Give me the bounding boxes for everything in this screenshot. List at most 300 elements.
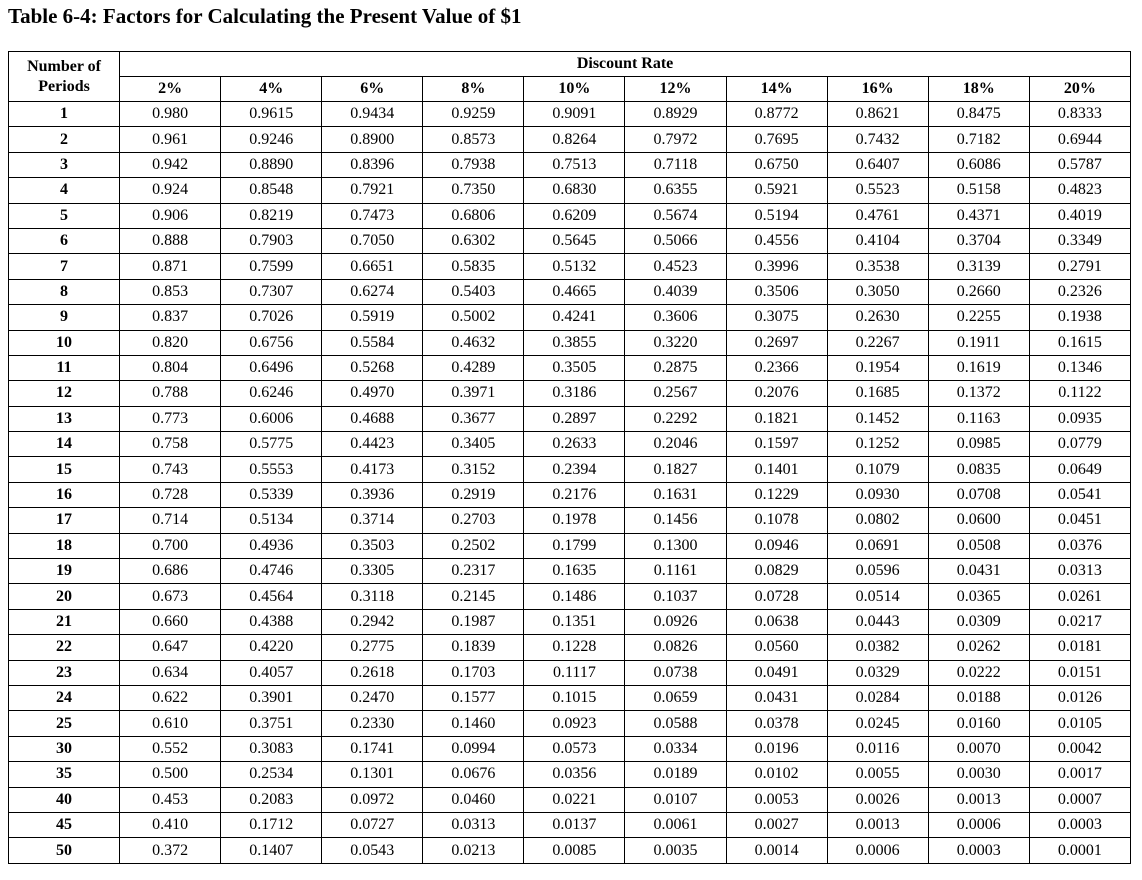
table-row bbox=[9, 559, 1131, 584]
factor-cell: 0.2660 bbox=[928, 279, 1029, 304]
factor-cell: 0.6944 bbox=[1029, 127, 1130, 152]
factor-cell: 0.8548 bbox=[221, 178, 322, 203]
factor-cell: 0.0137 bbox=[524, 812, 625, 837]
factor-cell: 0.2292 bbox=[625, 406, 726, 431]
factor-cell: 0.0514 bbox=[827, 584, 928, 609]
factor-cell: 0.3139 bbox=[928, 254, 1029, 279]
factor-cell: 0.0994 bbox=[423, 736, 524, 761]
factor-cell: 0.0188 bbox=[928, 685, 1029, 710]
rate-header-cell: 16% bbox=[827, 77, 928, 102]
factor-cell: 0.4423 bbox=[322, 432, 423, 457]
factor-cell: 0.2567 bbox=[625, 381, 726, 406]
factor-cell: 0.1631 bbox=[625, 482, 726, 507]
factor-cell: 0.0217 bbox=[1029, 609, 1130, 634]
factor-cell: 0.2326 bbox=[1029, 279, 1130, 304]
period-cell: 20 bbox=[9, 584, 120, 609]
factor-cell: 0.8900 bbox=[322, 127, 423, 152]
factor-cell: 0.0491 bbox=[726, 660, 827, 685]
factor-cell: 0.0055 bbox=[827, 762, 928, 787]
factor-cell: 0.773 bbox=[120, 406, 221, 431]
factor-cell: 0.1015 bbox=[524, 685, 625, 710]
table-row bbox=[9, 279, 1131, 304]
table-row bbox=[9, 203, 1131, 228]
factor-cell: 0.2633 bbox=[524, 432, 625, 457]
factor-cell: 0.2176 bbox=[524, 482, 625, 507]
period-cell: 16 bbox=[9, 482, 120, 507]
factor-cell: 0.1954 bbox=[827, 355, 928, 380]
factor-cell: 0.1300 bbox=[625, 533, 726, 558]
table-body bbox=[9, 102, 1131, 864]
factor-cell: 0.3050 bbox=[827, 279, 928, 304]
factor-cell: 0.2703 bbox=[423, 508, 524, 533]
period-cell: 3 bbox=[9, 152, 120, 177]
factor-cell: 0.1372 bbox=[928, 381, 1029, 406]
factor-cell: 0.2630 bbox=[827, 305, 928, 330]
factor-cell: 0.634 bbox=[120, 660, 221, 685]
period-cell: 17 bbox=[9, 508, 120, 533]
factor-cell: 0.1911 bbox=[928, 330, 1029, 355]
factor-cell: 0.0160 bbox=[928, 711, 1029, 736]
factor-cell: 0.7350 bbox=[423, 178, 524, 203]
factor-cell: 0.8333 bbox=[1029, 102, 1130, 127]
factor-cell: 0.5002 bbox=[423, 305, 524, 330]
factor-cell: 0.3704 bbox=[928, 228, 1029, 253]
factor-cell: 0.2330 bbox=[322, 711, 423, 736]
period-cell: 7 bbox=[9, 254, 120, 279]
factor-cell: 0.0309 bbox=[928, 609, 1029, 634]
factor-cell: 0.9434 bbox=[322, 102, 423, 127]
factor-cell: 0.3220 bbox=[625, 330, 726, 355]
factor-cell: 0.3305 bbox=[322, 559, 423, 584]
factor-cell: 0.622 bbox=[120, 685, 221, 710]
factor-cell: 0.7938 bbox=[423, 152, 524, 177]
factor-cell: 0.6209 bbox=[524, 203, 625, 228]
factor-cell: 0.4823 bbox=[1029, 178, 1130, 203]
factor-cell: 0.4556 bbox=[726, 228, 827, 253]
factor-cell: 0.3075 bbox=[726, 305, 827, 330]
factor-cell: 0.6302 bbox=[423, 228, 524, 253]
factor-cell: 0.0053 bbox=[726, 787, 827, 812]
factor-cell: 0.0431 bbox=[928, 559, 1029, 584]
factor-cell: 0.410 bbox=[120, 812, 221, 837]
factor-cell: 0.0460 bbox=[423, 787, 524, 812]
factor-cell: 0.3186 bbox=[524, 381, 625, 406]
table-row bbox=[9, 228, 1131, 253]
factor-cell: 0.5775 bbox=[221, 432, 322, 457]
table-row bbox=[9, 787, 1131, 812]
factor-cell: 0.1252 bbox=[827, 432, 928, 457]
factor-cell: 0.2875 bbox=[625, 355, 726, 380]
factor-cell: 0.0738 bbox=[625, 660, 726, 685]
table-row bbox=[9, 355, 1131, 380]
factor-cell: 0.3714 bbox=[322, 508, 423, 533]
factor-cell: 0.5158 bbox=[928, 178, 1029, 203]
factor-cell: 0.7182 bbox=[928, 127, 1029, 152]
factor-cell: 0.4173 bbox=[322, 457, 423, 482]
factor-cell: 0.5919 bbox=[322, 305, 423, 330]
rate-header-cell: 10% bbox=[524, 77, 625, 102]
factor-cell: 0.5134 bbox=[221, 508, 322, 533]
factor-cell: 0.0649 bbox=[1029, 457, 1130, 482]
factor-cell: 0.0356 bbox=[524, 762, 625, 787]
factor-cell: 0.8219 bbox=[221, 203, 322, 228]
factor-cell: 0.5921 bbox=[726, 178, 827, 203]
period-cell: 1 bbox=[9, 102, 120, 127]
factor-cell: 0.4289 bbox=[423, 355, 524, 380]
factor-cell: 0.1597 bbox=[726, 432, 827, 457]
factor-cell: 0.6246 bbox=[221, 381, 322, 406]
table-row bbox=[9, 406, 1131, 431]
factor-cell: 0.552 bbox=[120, 736, 221, 761]
factor-cell: 0.871 bbox=[120, 254, 221, 279]
factor-cell: 0.0376 bbox=[1029, 533, 1130, 558]
factor-cell: 0.0596 bbox=[827, 559, 928, 584]
factor-cell: 0.3855 bbox=[524, 330, 625, 355]
factor-cell: 0.1821 bbox=[726, 406, 827, 431]
factor-cell: 0.2046 bbox=[625, 432, 726, 457]
discount-rate-header: Discount Rate bbox=[120, 52, 1131, 77]
factor-cell: 0.0935 bbox=[1029, 406, 1130, 431]
factor-cell: 0.2791 bbox=[1029, 254, 1130, 279]
factor-cell: 0.5553 bbox=[221, 457, 322, 482]
factor-cell: 0.1635 bbox=[524, 559, 625, 584]
factor-cell: 0.0659 bbox=[625, 685, 726, 710]
factor-cell: 0.5268 bbox=[322, 355, 423, 380]
factor-cell: 0.0313 bbox=[1029, 559, 1130, 584]
table-row bbox=[9, 609, 1131, 634]
factor-cell: 0.0196 bbox=[726, 736, 827, 761]
factor-cell: 0.3503 bbox=[322, 533, 423, 558]
factor-cell: 0.804 bbox=[120, 355, 221, 380]
period-cell: 21 bbox=[9, 609, 120, 634]
factor-cell: 0.8475 bbox=[928, 102, 1029, 127]
factor-cell: 0.1456 bbox=[625, 508, 726, 533]
table-row bbox=[9, 711, 1131, 736]
period-cell: 22 bbox=[9, 635, 120, 660]
factor-cell: 0.0329 bbox=[827, 660, 928, 685]
factor-cell: 0.3751 bbox=[221, 711, 322, 736]
factor-cell: 0.0262 bbox=[928, 635, 1029, 660]
factor-cell: 0.5194 bbox=[726, 203, 827, 228]
factor-cell: 0.1978 bbox=[524, 508, 625, 533]
factor-cell: 0.0560 bbox=[726, 635, 827, 660]
factor-cell: 0.4039 bbox=[625, 279, 726, 304]
factor-cell: 0.4761 bbox=[827, 203, 928, 228]
factor-cell: 0.0378 bbox=[726, 711, 827, 736]
factor-cell: 0.6756 bbox=[221, 330, 322, 355]
factor-cell: 0.1122 bbox=[1029, 381, 1130, 406]
factor-cell: 0.0014 bbox=[726, 838, 827, 863]
factor-cell: 0.2618 bbox=[322, 660, 423, 685]
factor-cell: 0.980 bbox=[120, 102, 221, 127]
factor-cell: 0.5132 bbox=[524, 254, 625, 279]
factor-cell: 0.4388 bbox=[221, 609, 322, 634]
table-row bbox=[9, 305, 1131, 330]
factor-cell: 0.0334 bbox=[625, 736, 726, 761]
factor-cell: 0.0245 bbox=[827, 711, 928, 736]
factor-cell: 0.1301 bbox=[322, 762, 423, 787]
factor-cell: 0.4936 bbox=[221, 533, 322, 558]
factor-cell: 0.853 bbox=[120, 279, 221, 304]
factor-cell: 0.2697 bbox=[726, 330, 827, 355]
period-cell: 9 bbox=[9, 305, 120, 330]
factor-cell: 0.0213 bbox=[423, 838, 524, 863]
factor-cell: 0.8929 bbox=[625, 102, 726, 127]
factor-cell: 0.3083 bbox=[221, 736, 322, 761]
factor-cell: 0.6750 bbox=[726, 152, 827, 177]
factor-cell: 0.5645 bbox=[524, 228, 625, 253]
factor-cell: 0.6086 bbox=[928, 152, 1029, 177]
factor-cell: 0.3349 bbox=[1029, 228, 1130, 253]
factor-cell: 0.4688 bbox=[322, 406, 423, 431]
factor-cell: 0.0313 bbox=[423, 812, 524, 837]
factor-cell: 0.6830 bbox=[524, 178, 625, 203]
factor-cell: 0.1078 bbox=[726, 508, 827, 533]
factor-cell: 0.0728 bbox=[726, 584, 827, 609]
factor-cell: 0.2775 bbox=[322, 635, 423, 660]
factor-cell: 0.3606 bbox=[625, 305, 726, 330]
factor-cell: 0.4665 bbox=[524, 279, 625, 304]
factor-cell: 0.0261 bbox=[1029, 584, 1130, 609]
factor-cell: 0.2942 bbox=[322, 609, 423, 634]
factor-cell: 0.3996 bbox=[726, 254, 827, 279]
factor-cell: 0.700 bbox=[120, 533, 221, 558]
factor-cell: 0.2083 bbox=[221, 787, 322, 812]
factor-cell: 0.1619 bbox=[928, 355, 1029, 380]
period-cell: 13 bbox=[9, 406, 120, 431]
factor-cell: 0.1117 bbox=[524, 660, 625, 685]
factor-cell: 0.1577 bbox=[423, 685, 524, 710]
factor-cell: 0.0003 bbox=[928, 838, 1029, 863]
factor-cell: 0.1161 bbox=[625, 559, 726, 584]
factor-cell: 0.3677 bbox=[423, 406, 524, 431]
factor-cell: 0.7972 bbox=[625, 127, 726, 152]
factor-cell: 0.0030 bbox=[928, 762, 1029, 787]
factor-cell: 0.0835 bbox=[928, 457, 1029, 482]
factor-cell: 0.6806 bbox=[423, 203, 524, 228]
factor-cell: 0.3505 bbox=[524, 355, 625, 380]
period-cell: 11 bbox=[9, 355, 120, 380]
period-cell: 24 bbox=[9, 685, 120, 710]
factor-cell: 0.7026 bbox=[221, 305, 322, 330]
factor-cell: 0.1799 bbox=[524, 533, 625, 558]
factor-cell: 0.820 bbox=[120, 330, 221, 355]
factor-cell: 0.0007 bbox=[1029, 787, 1130, 812]
factor-cell: 0.6355 bbox=[625, 178, 726, 203]
factor-cell: 0.728 bbox=[120, 482, 221, 507]
period-cell: 15 bbox=[9, 457, 120, 482]
factor-cell: 0.6407 bbox=[827, 152, 928, 177]
factor-cell: 0.372 bbox=[120, 838, 221, 863]
factor-cell: 0.0001 bbox=[1029, 838, 1130, 863]
factor-cell: 0.673 bbox=[120, 584, 221, 609]
factor-cell: 0.0085 bbox=[524, 838, 625, 863]
factor-cell: 0.1703 bbox=[423, 660, 524, 685]
factor-cell: 0.0826 bbox=[625, 635, 726, 660]
table-row bbox=[9, 533, 1131, 558]
factor-cell: 0.0284 bbox=[827, 685, 928, 710]
factor-cell: 0.1827 bbox=[625, 457, 726, 482]
factor-cell: 0.906 bbox=[120, 203, 221, 228]
factor-cell: 0.4057 bbox=[221, 660, 322, 685]
factor-cell: 0.0027 bbox=[726, 812, 827, 837]
period-cell: 25 bbox=[9, 711, 120, 736]
factor-cell: 0.7118 bbox=[625, 152, 726, 177]
factor-cell: 0.7050 bbox=[322, 228, 423, 253]
factor-cell: 0.8264 bbox=[524, 127, 625, 152]
factor-cell: 0.2919 bbox=[423, 482, 524, 507]
factor-cell: 0.1346 bbox=[1029, 355, 1130, 380]
table-row bbox=[9, 102, 1131, 127]
factor-cell: 0.453 bbox=[120, 787, 221, 812]
factor-cell: 0.1839 bbox=[423, 635, 524, 660]
factor-cell: 0.0451 bbox=[1029, 508, 1130, 533]
factor-cell: 0.4104 bbox=[827, 228, 928, 253]
factor-cell: 0.7473 bbox=[322, 203, 423, 228]
factor-cell: 0.2255 bbox=[928, 305, 1029, 330]
factor-cell: 0.2470 bbox=[322, 685, 423, 710]
period-cell: 19 bbox=[9, 559, 120, 584]
table-row bbox=[9, 736, 1131, 761]
factor-cell: 0.0116 bbox=[827, 736, 928, 761]
factor-cell: 0.1741 bbox=[322, 736, 423, 761]
factor-cell: 0.1037 bbox=[625, 584, 726, 609]
factor-cell: 0.7307 bbox=[221, 279, 322, 304]
factor-cell: 0.5403 bbox=[423, 279, 524, 304]
factor-cell: 0.6496 bbox=[221, 355, 322, 380]
factor-cell: 0.5787 bbox=[1029, 152, 1130, 177]
periods-header bbox=[9, 52, 120, 102]
factor-cell: 0.1615 bbox=[1029, 330, 1130, 355]
period-cell: 14 bbox=[9, 432, 120, 457]
factor-cell: 0.5584 bbox=[322, 330, 423, 355]
factor-cell: 0.837 bbox=[120, 305, 221, 330]
factor-cell: 0.5339 bbox=[221, 482, 322, 507]
factor-cell: 0.1685 bbox=[827, 381, 928, 406]
factor-cell: 0.743 bbox=[120, 457, 221, 482]
table-row bbox=[9, 685, 1131, 710]
factor-cell: 0.0221 bbox=[524, 787, 625, 812]
factor-cell: 0.7903 bbox=[221, 228, 322, 253]
factor-cell: 0.0541 bbox=[1029, 482, 1130, 507]
factor-cell: 0.758 bbox=[120, 432, 221, 457]
factor-cell: 0.4564 bbox=[221, 584, 322, 609]
factor-cell: 0.660 bbox=[120, 609, 221, 634]
table-row bbox=[9, 330, 1131, 355]
factor-cell: 0.5523 bbox=[827, 178, 928, 203]
factor-cell: 0.0946 bbox=[726, 533, 827, 558]
factor-cell: 0.0042 bbox=[1029, 736, 1130, 761]
factor-cell: 0.0105 bbox=[1029, 711, 1130, 736]
factor-cell: 0.3506 bbox=[726, 279, 827, 304]
table-row bbox=[9, 381, 1131, 406]
factor-cell: 0.1079 bbox=[827, 457, 928, 482]
factor-cell: 0.4241 bbox=[524, 305, 625, 330]
period-cell: 23 bbox=[9, 660, 120, 685]
factor-cell: 0.0588 bbox=[625, 711, 726, 736]
factor-cell: 0.0013 bbox=[928, 787, 1029, 812]
factor-cell: 0.8890 bbox=[221, 152, 322, 177]
factor-cell: 0.8772 bbox=[726, 102, 827, 127]
factor-cell: 0.8396 bbox=[322, 152, 423, 177]
factor-cell: 0.0443 bbox=[827, 609, 928, 634]
factor-cell: 0.2534 bbox=[221, 762, 322, 787]
factor-cell: 0.1351 bbox=[524, 609, 625, 634]
rate-header-cell: 20% bbox=[1029, 77, 1130, 102]
rate-header-row bbox=[9, 77, 1131, 102]
factor-cell: 0.1938 bbox=[1029, 305, 1130, 330]
table-row bbox=[9, 457, 1131, 482]
factor-cell: 0.942 bbox=[120, 152, 221, 177]
factor-cell: 0.0102 bbox=[726, 762, 827, 787]
table-row bbox=[9, 254, 1131, 279]
table-row bbox=[9, 508, 1131, 533]
factor-cell: 0.0365 bbox=[928, 584, 1029, 609]
factor-cell: 0.9259 bbox=[423, 102, 524, 127]
factor-cell: 0.0151 bbox=[1029, 660, 1130, 685]
factor-cell: 0.6274 bbox=[322, 279, 423, 304]
factor-cell: 0.0779 bbox=[1029, 432, 1130, 457]
factor-cell: 0.0691 bbox=[827, 533, 928, 558]
factor-cell: 0.610 bbox=[120, 711, 221, 736]
table-row bbox=[9, 812, 1131, 837]
factor-cell: 0.0727 bbox=[322, 812, 423, 837]
factor-cell: 0.1228 bbox=[524, 635, 625, 660]
factor-cell: 0.0431 bbox=[726, 685, 827, 710]
period-cell: 10 bbox=[9, 330, 120, 355]
rate-header-cell: 6% bbox=[322, 77, 423, 102]
factor-cell: 0.7513 bbox=[524, 152, 625, 177]
factor-cell: 0.0923 bbox=[524, 711, 625, 736]
factor-cell: 0.1163 bbox=[928, 406, 1029, 431]
period-cell: 40 bbox=[9, 787, 120, 812]
factor-cell: 0.9246 bbox=[221, 127, 322, 152]
factor-cell: 0.5835 bbox=[423, 254, 524, 279]
table-row bbox=[9, 584, 1131, 609]
table-row bbox=[9, 178, 1131, 203]
factor-cell: 0.888 bbox=[120, 228, 221, 253]
period-cell: 5 bbox=[9, 203, 120, 228]
factor-cell: 0.0676 bbox=[423, 762, 524, 787]
factor-cell: 0.1401 bbox=[726, 457, 827, 482]
rate-header-cell: 8% bbox=[423, 77, 524, 102]
factor-cell: 0.7921 bbox=[322, 178, 423, 203]
factor-cell: 0.3971 bbox=[423, 381, 524, 406]
factor-cell: 0.0070 bbox=[928, 736, 1029, 761]
period-cell: 8 bbox=[9, 279, 120, 304]
period-cell: 45 bbox=[9, 812, 120, 837]
present-value-table bbox=[8, 51, 1131, 864]
factor-cell: 0.788 bbox=[120, 381, 221, 406]
factor-cell: 0.0926 bbox=[625, 609, 726, 634]
factor-cell: 0.686 bbox=[120, 559, 221, 584]
table-row bbox=[9, 127, 1131, 152]
factor-cell: 0.0573 bbox=[524, 736, 625, 761]
factor-cell: 0.4746 bbox=[221, 559, 322, 584]
page-title: Table 6-4: Factors for Calculating the Present Value of $1 bbox=[8, 4, 522, 28]
factor-cell: 0.0006 bbox=[827, 838, 928, 863]
factor-cell: 0.0181 bbox=[1029, 635, 1130, 660]
factor-cell: 0.6651 bbox=[322, 254, 423, 279]
factor-cell: 0.0035 bbox=[625, 838, 726, 863]
factor-cell: 0.1987 bbox=[423, 609, 524, 634]
factor-cell: 0.0026 bbox=[827, 787, 928, 812]
factor-cell: 0.0189 bbox=[625, 762, 726, 787]
factor-cell: 0.2502 bbox=[423, 533, 524, 558]
factor-cell: 0.4371 bbox=[928, 203, 1029, 228]
rate-header-cell: 2% bbox=[120, 77, 221, 102]
factor-cell: 0.1229 bbox=[726, 482, 827, 507]
